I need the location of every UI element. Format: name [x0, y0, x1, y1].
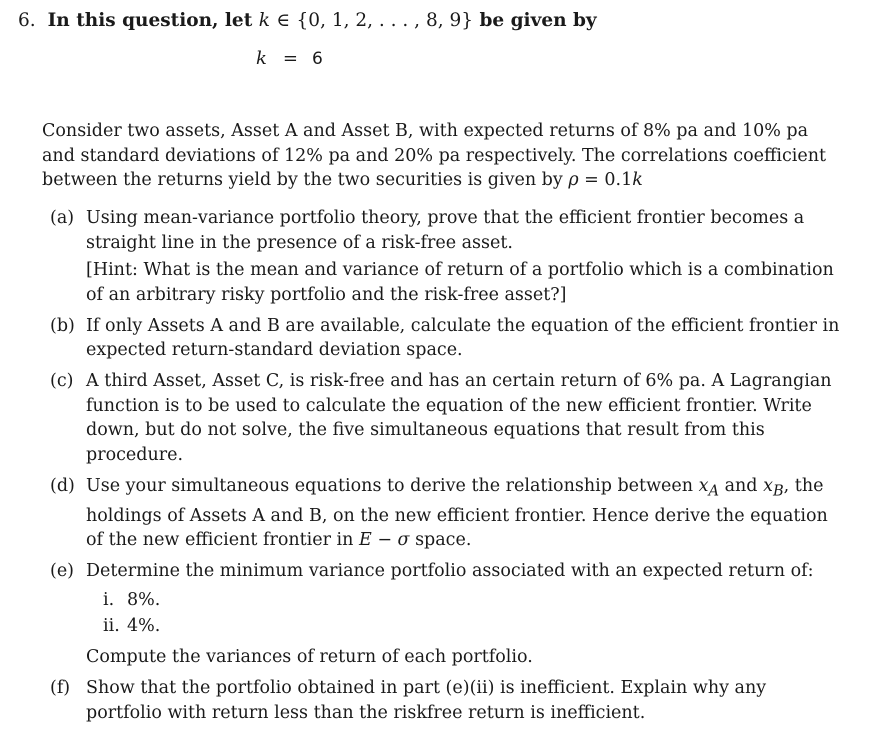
- question-in-symbol: ∈: [276, 10, 291, 31]
- part-label: (e): [50, 561, 75, 581]
- part-e-sublist: [86, 588, 842, 639]
- intro-rho: ρ: [568, 170, 579, 190]
- part-label: (a): [50, 208, 75, 228]
- part-text: Determine the minimum variance portfolio associated with an expected return of:: [86, 561, 814, 581]
- k-equals: =: [282, 48, 299, 69]
- part-hint: [Hint: What is the mean and variance of return of a portfolio which is a combination of an arbitrary risky portfolio and the risk-free asset?]: [86, 260, 834, 305]
- part-text: [86, 474, 842, 553]
- k-value: 6: [312, 49, 323, 69]
- part-b: [42, 314, 842, 363]
- space-e: E: [358, 530, 372, 550]
- sub-label: i.: [103, 589, 115, 610]
- space-sigma: σ: [397, 530, 410, 550]
- part-label: (d): [50, 475, 75, 496]
- sub-text: 8%.: [127, 589, 161, 610]
- part-c: [42, 369, 842, 467]
- intro-paragraph: [42, 119, 842, 193]
- sub-label: ii.: [103, 615, 120, 636]
- var-x-b: x: [763, 475, 773, 496]
- k-value-line: [256, 47, 323, 71]
- part-f: [42, 676, 842, 725]
- var-x-a-sub: A: [708, 482, 720, 499]
- part-text: If only Assets A and B are available, calculate the equation of the efficient frontier in expected return-standard deviation space.: [86, 315, 840, 360]
- sub-text: 4%.: [127, 615, 161, 636]
- part-a: [42, 206, 842, 307]
- part-label: (f): [50, 678, 71, 698]
- intro-rho-k: k: [632, 170, 643, 190]
- part-e-after: Compute the variances of return of each portfolio.: [86, 647, 533, 667]
- parts-list: [42, 206, 842, 732]
- var-x-a: x: [698, 475, 709, 496]
- intro-rho-rest: = 0.1: [578, 170, 633, 190]
- question-set: {0, 1, 2, . . . , 8, 9}: [296, 10, 474, 31]
- part-d-text-2: , the holdings of Assets A and B, on the new efficient frontier. Hence derive the equation of the new efficient frontier in: [86, 475, 828, 550]
- intro-text: Consider two assets, Asset A and Asset B, with expected returns of 8% pa and 10% pa and standard deviations of 12% pa and 20% pa respectively. The correlations coefficient between the returns yield by the two securities is given by: [42, 121, 827, 190]
- question-heading: [18, 9, 597, 33]
- question-tail: be given by: [479, 10, 597, 31]
- part-d-and: and: [719, 475, 764, 496]
- question-lead: In this question, let: [47, 10, 253, 31]
- part-d-text-1: Use your simultaneous equations to derive the relationship between: [86, 475, 699, 496]
- k-var: k: [256, 48, 267, 69]
- part-d: [42, 474, 842, 553]
- question-number: 6.: [18, 10, 36, 31]
- part-text: A third Asset, Asset C, is risk-free and has an certain return of 6% pa. A Lagrangian function is to be used to calculate the equation of the new efficient frontier. Write down, but do not solve, the five simultaneous equations that result from this procedure.: [86, 371, 832, 465]
- part-text: Using mean-variance portfolio theory, prove that the efficient frontier becomes a straight line in the presence of a risk-free asset.: [86, 208, 805, 253]
- part-text: Show that the portfolio obtained in part (e)(ii) is inefficient. Explain why any portfolio with return less than the riskfree return is inefficient.: [86, 678, 767, 723]
- sub-item-ii: [103, 614, 842, 639]
- sub-item-i: [103, 588, 842, 613]
- part-label: (b): [50, 315, 75, 336]
- part-label: (c): [50, 371, 74, 391]
- part-d-text-3: space.: [409, 530, 472, 550]
- var-x-b-sub: B: [772, 482, 784, 499]
- question-var: k: [258, 10, 270, 31]
- part-e: [42, 559, 842, 670]
- space-minus: −: [371, 530, 398, 550]
